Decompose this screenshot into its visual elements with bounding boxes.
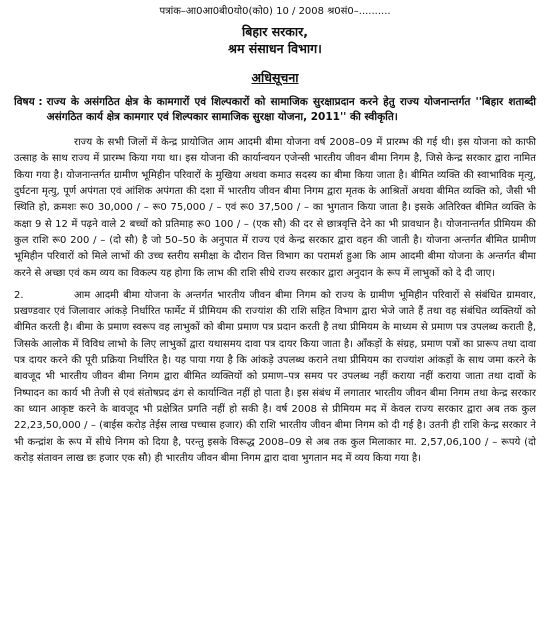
paragraph-2	[14, 288, 536, 467]
title-container	[14, 67, 536, 86]
notification-title: अधिसूचना	[251, 70, 299, 85]
department-name: श्रम संसाधन विभाग।	[228, 41, 322, 56]
subject-text: राज्य के असंगठित क्षेत्र के कामगारों एवं शिल्पकारों को सामाजिक सुरक्षाप्रदान करने हेतु राज्य योजनान्तर्गत ''बिहार शताब्दी असंगठित कार्य क्षेत्र कामगार एवं शिल्पकार सामाजिक सुरक्षा योजना, 2011'' की स्वीकृति।	[46, 96, 536, 123]
paragraph-2-text: आम आदमी बीमा योजना के अन्तर्गत भारतीय जीवन बीमा निगम को राज्य के ग्रामीण भूमिहीन परिवारों से संबंधित ग्रामवार, प्रखण्डवार एवं जिलावार आंकड़े निर्धारित फार्मेट में प्रीमियम की राज्यांश की राशि सहित विभाग द्वारा भेजे जाते हैं तथा वह संबंधित व्यक्तियों को बीमित करती है। बीमा के प्रमाण स्वरूप वह लाभुकों को बीमा प्रमाण पत्र प्रदान करती है तथा प्रीमियम के माध्यम से प्रमाण पत्र उपलब्ध कराती है, जिसके आलोक में विविध लाभो के लिए लाभुकों द्वारा यथासमय दावा पत्र दायर किया जाता है। आँकड़ों के संग्रह, प्रमाण पत्रों का प्रारूप तथा दावा पत्र दायर करने की पूरी प्रक्रिया निर्धारित है। यह पाया गया है कि आंकड़े उपलब्ध कराने तथा प्रीमियम का राज्यांश आंकड़ों के साथ जमा करने के बावजूद भी भारतीय जीवन बीमा निगम द्वारा बीमित व्यक्तियों को प्रमाण–पत्र समय पर उपलब्ध नहीं कराया नहीं कराया जाता तथा दावों के निष्पादन का कार्य भी तेजी से एवं संतोषप्रद ढंग से कार्यान्वित नहीं हो पाता है। इस संबंध में लगातार भारतीय जीवन बीमा निगम तथा केन्द्र सरकार का ध्यान आकृष्ट करने के बावजूद भी प्रक्षेत्रित प्रगति नहीं हो सकी है। वर्ष 2008 से प्रीमियम मद में केवल राज्य सरकार द्वारा अब तक कुल 22,23,50,000 / – (बाईस करोड़ तेईस लाख पच्चास हजार) की राशि भारतीय जीवन बीमा निगम को दी गई है। उतनी ही राशि केन्द्र सरकार ने भी कन्द्रांश के रूप में सीधे निगम को दिया है, परन्तु इसके विरूद्ध 2008–09 से अब तक कुल मिलाकार मा. 2,57,06,100 / – रूपये (दो करोड़ संतावन लाख छः हजार एक सौ) ही भारतीय जीवन बीमा निगम द्वारा दावा भुगतान मद में व्यय किया गया है।	[14, 289, 536, 464]
government-name: बिहार सरकार,	[242, 24, 308, 39]
issuing-authority	[14, 23, 536, 57]
paragraph-1: राज्य के सभी जिलों में केन्द्र प्रायोजित आम आदमी बीमा योजना वर्ष 2008–09 में प्रारम्भ की गई थी। इस योजना को काफी उत्साह के साथ राज्य में प्रारम्भ किया गया था। इस योजना की कार्यान्वयन एजेन्सी भारतीय जीवन बीमा निगम है, जिसे केन्द्र सरकार द्वारा नामित किया गया है। योजनान्तर्गत ग्रामीण भूमिहीन परिवारों के मुखिया अथवा कमाउ सदस्य का बीमा किया जाता है। बीमित व्यक्ति की स्वाभाविक मृत्यु, दुर्घटना मृत्यु, पूर्ण अपंगता एवं आंशिक अपंगता की दशा में भारतीय जीवन बीमा निगम द्वारा मृतक के आश्रितों अथवा बीमित व्यक्ति को, जैसी भी स्थिति हो, क्रमशः रू0 30,000 / – रू0 75,000 / – एवं रू0 37,500 / – का भुगतान किया जाता है। इसके अतिरिक्त बीमित व्यक्ति के कक्षा 9 से 12 में पढ़ने वाले 2 बच्चों को प्रतिमाह रू0 100 / – (एक सौ) की दर से छात्रवृत्ति देने का भी प्रावधान है। योजनान्तर्गत प्रीमियम की कुल राशि रू0 200 / – (दो सौ) है जो 50–50 के अनुपात में राज्य एवं केन्द्र सरकार द्वारा वहन की जाती है। योजना अन्तर्गत बीमित ग्रामीण भूमिहीन परिवारों को मिले लाभों की उच्च स्तरीय समीक्षा के दौरान वित्त विभाग का परामर्श हुआ कि आम आदमी बीमा योजना के अन्तर्गत बीमा करने से अच्छा एवं कम व्यय का विकल्प यह होगा कि लाभ की राशि सीधे राज्य सरकार द्वारा अनुदान के रूप में लाभुकों को दे दी जाए।	[14, 137, 536, 279]
subject-block	[14, 95, 536, 124]
reference-number: पत्रांक–आ0आ0बी0यो0(को0) 10 / 2008 श्र0सं0–..........	[159, 6, 391, 17]
subject-label: विषय :	[14, 96, 43, 108]
paragraph-2-number: 2.	[14, 289, 24, 301]
